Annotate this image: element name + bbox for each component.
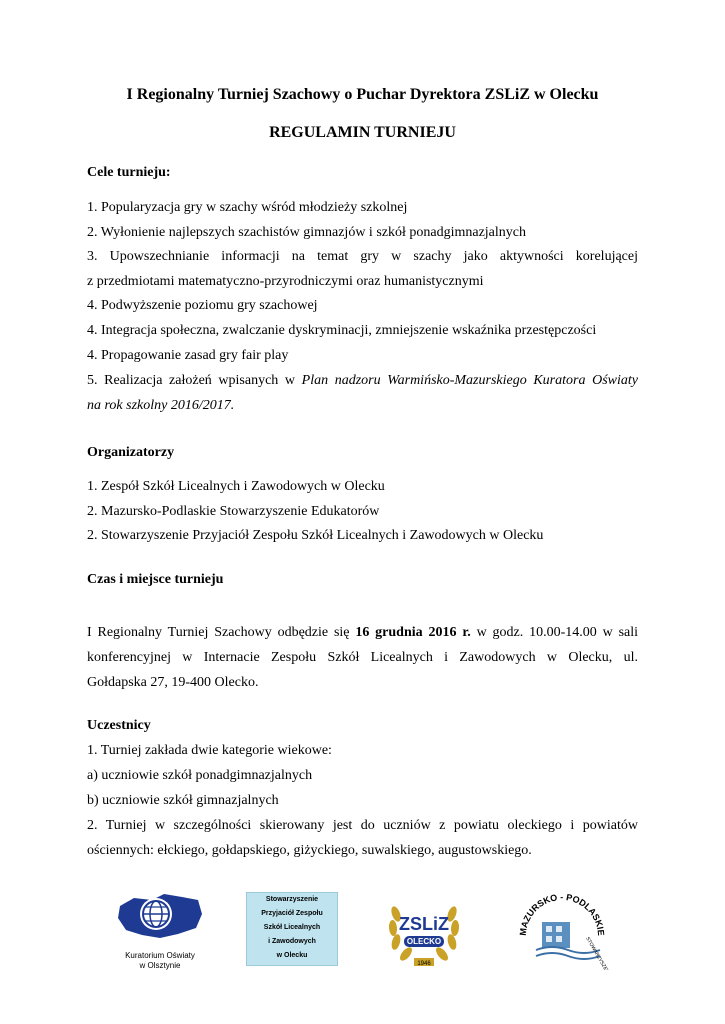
zsliz-city: OLECKO	[406, 937, 442, 946]
stowarzyszenie-line: w Olecku	[276, 952, 308, 959]
participants-line: 1. Turniej zakłada dwie kategorie wiekowe:	[87, 743, 332, 758]
zsliz-logo	[384, 884, 464, 970]
goal-item-5-plan: Plan nadzoru Warmińsko-Mazurskiego Kuratora Oświaty	[301, 373, 638, 388]
stowarzyszenie-line: i Zawodowych	[268, 938, 316, 945]
kuratorium-city: w Olsztynie	[139, 961, 181, 970]
goal-item-5-continuation: na rok szkolny 2016/2017.	[87, 398, 235, 413]
zsliz-name: ZSLiZ	[399, 914, 449, 934]
stowarzyszenie-line: Szkół Licealnych	[263, 924, 321, 931]
participants-line: a) uczniowie szkół ponadgimnazjalnych	[87, 768, 313, 783]
kuratorium-map-icon	[112, 888, 208, 944]
participants-line: ościennych: ełckiego, gołdapskiego, giżyckiego, suwalskiego, augustowskiego.	[87, 843, 532, 858]
mazursko-podlaskie-logo	[512, 886, 612, 970]
participants-heading: Uczestnicy	[87, 718, 151, 733]
time-place-heading: Czas i miejsce turnieju	[87, 572, 224, 587]
goal-item: 4. Integracja społeczna, zwalczanie dyskryminacji, zmniejszenie wskaźnika przestępczości	[87, 323, 597, 338]
stowarzyszenie-line: Stowarzyszenie	[265, 896, 319, 903]
stowarzyszenie-line: Przyjaciół Zespołu	[261, 910, 323, 917]
goal-item: 2. Wyłonienie najlepszych szachistów gimnazjów i szkół ponadgimnazjalnych	[87, 225, 527, 240]
time-place-pre: I Regionalny Turniej Szachowy odbędzie się	[87, 625, 356, 640]
participants-line: 2. Turniej w szczególności skierowany jest do uczniów z powiatu oleckiego i powiatów	[87, 818, 638, 833]
goal-item: 1. Popularyzacja gry w szachy wśród młodzieży szkolnej	[87, 200, 408, 215]
goal-item: 3. Upowszechnianie informacji na temat gry w szachy jako aktywności korelującej	[87, 249, 638, 264]
goal-item-5-prefix: 5. Realizacja założeń wpisanych w	[87, 373, 302, 388]
time-place-line: Gołdapska 27, 19-400 Olecko.	[87, 675, 259, 690]
zsliz-laurel-emblem	[384, 884, 464, 970]
goal-item: 4. Podwyższenie poziomu gry szachowej	[87, 298, 318, 313]
mazursko-podlaskie-emblem	[512, 886, 612, 970]
goal-item-5	[87, 373, 638, 389]
time-place-line: konferencyjnej w Internacie Zespołu Szkół Licealnych i Zawodowych w Olecku, ul.	[87, 650, 638, 665]
goals-heading: Cele turnieju:	[87, 165, 171, 180]
mazursko-arc-text: MAZURSKO - PODLASKIE	[517, 891, 607, 937]
organizer-item: 2. Mazursko-Podlaskie Stowarzyszenie Edukatorów	[87, 504, 380, 519]
stowarzyszenie-logo	[246, 892, 338, 966]
participants-line: b) uczniowie szkół gimnazjalnych	[87, 793, 279, 808]
document-subtitle: REGULAMIN TURNIEJU	[269, 124, 456, 141]
zsliz-year: 1946	[417, 961, 431, 967]
kuratorium-label: Kuratorium Oświaty	[125, 951, 195, 960]
tournament-date: 16 grudnia 2016 r.	[355, 625, 471, 640]
goal-item: 4. Propagowanie zasad gry fair play	[87, 348, 289, 363]
organizer-item: 1. Zespół Szkół Licealnych i Zawodowych w Olecku	[87, 479, 385, 494]
document-title: I Regionalny Turniej Szachowy o Puchar Dyrektora ZSLiZ w Olecku	[126, 86, 599, 103]
kuratorium-logo	[112, 888, 208, 968]
organizer-item: 2. Stowarzyszenie Przyjaciół Zespołu Szkół Licealnych i Zawodowych w Olecku	[87, 528, 544, 543]
organizers-heading: Organizatorzy	[87, 445, 175, 460]
time-place-post: w godz. 10.00-14.00 w sali	[470, 625, 639, 640]
time-place-line	[87, 625, 638, 641]
goal-item-continuation: z przedmiotami matematyczno-przyrodniczymi oraz humanistycznymi	[87, 274, 484, 289]
